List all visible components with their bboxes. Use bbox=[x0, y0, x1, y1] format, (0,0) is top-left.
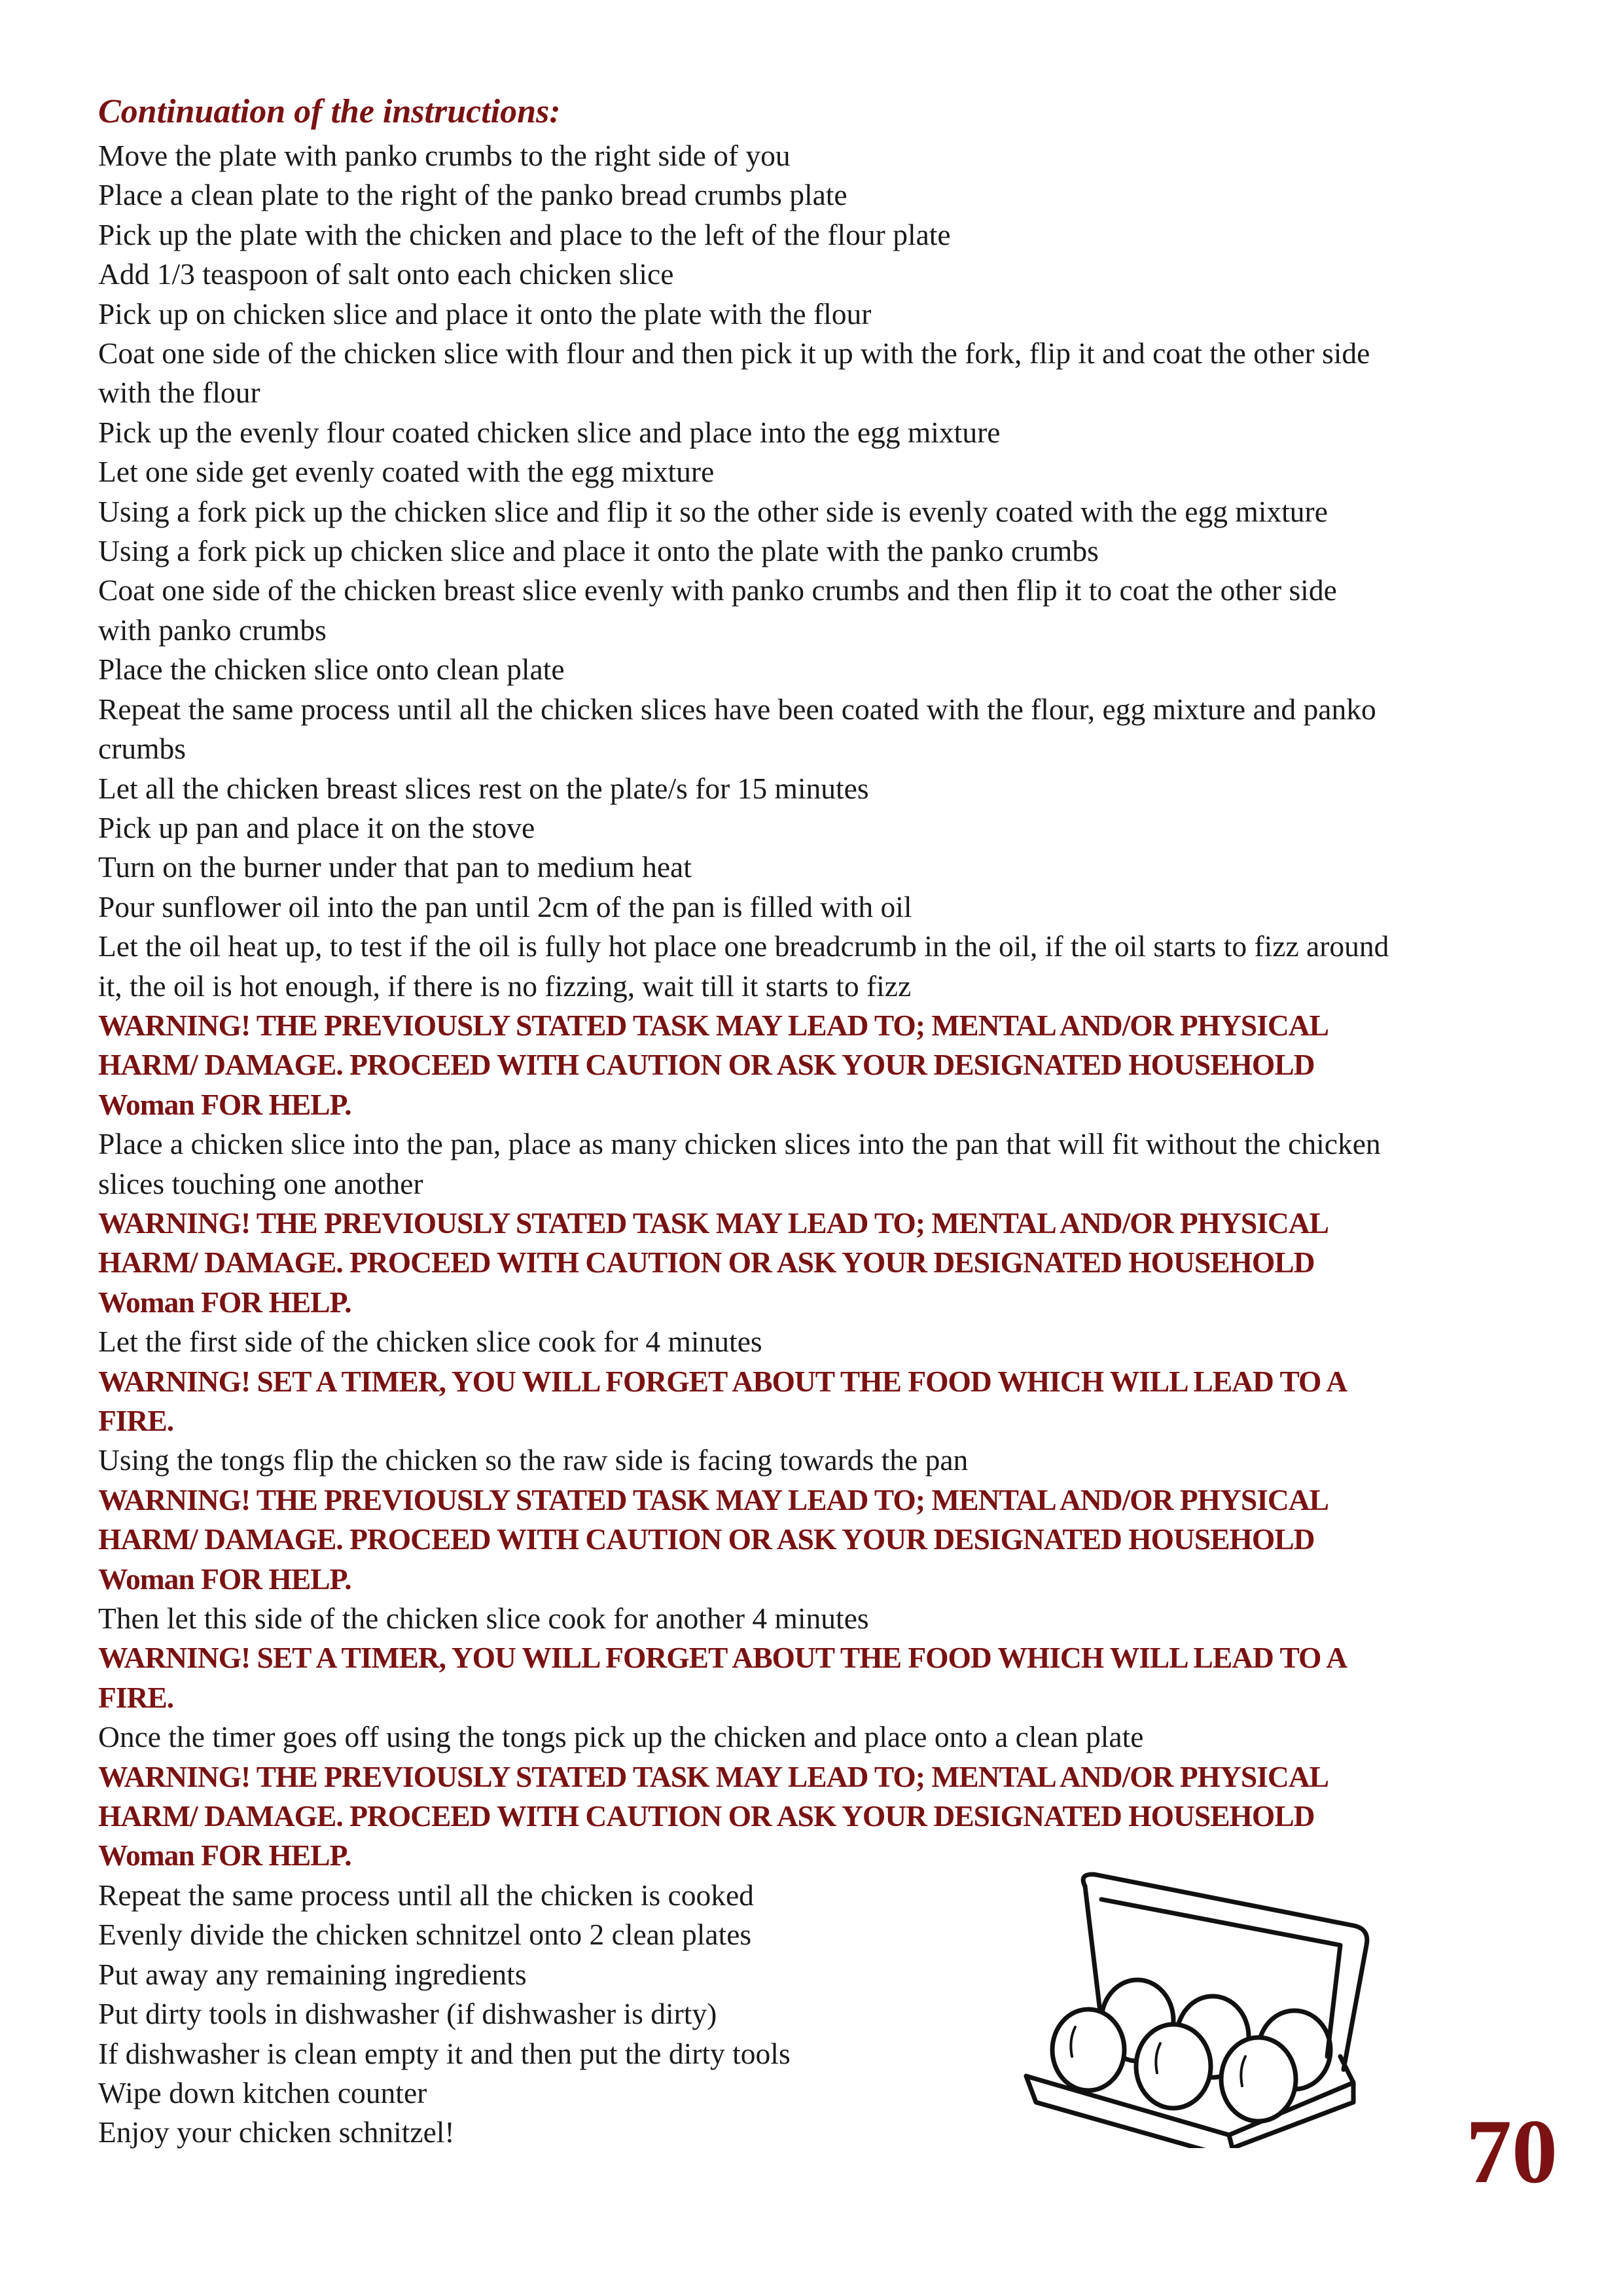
instruction-line: Evenly divide the chicken schnitzel onto 2 clean plates bbox=[98, 1918, 752, 1952]
instruction-line: Pick up pan and place it on the stove bbox=[98, 810, 535, 844]
instruction-line: Place a clean plate to the right of the panko bread crumbs plate bbox=[98, 178, 847, 212]
instruction-line: crumbs bbox=[98, 732, 186, 766]
instruction-line: Let the first side of the chicken slice cook for 4 minutes bbox=[98, 1325, 762, 1359]
warning-line: FIRE. bbox=[98, 1404, 174, 1437]
warning-line: WARNING! THE PREVIOUSLY STATED TASK MAY LEAD TO; MENTAL AND/OR PHYSICAL bbox=[98, 1482, 1329, 1516]
instruction-line: Let all the chicken breast slices rest on the plate/s for 15 minutes bbox=[98, 771, 869, 805]
warning-line: HARM/ DAMAGE. PROCEED WITH CAUTION OR ASK YOUR DESIGNATED HOUSEHOLD bbox=[98, 1799, 1315, 1833]
instruction-line: Using a fork pick up chicken slice and place it onto the plate with the panko crumbs bbox=[98, 534, 1099, 568]
egg-carton-icon bbox=[1013, 1860, 1380, 2148]
instruction-line: Pick up the plate with the chicken and place to the left of the flour plate bbox=[98, 217, 951, 251]
warning-line: WARNING! THE PREVIOUSLY STATED TASK MAY LEAD TO; MENTAL AND/OR PHYSICAL bbox=[98, 1759, 1329, 1793]
instruction-line: Put away any remaining ingredients bbox=[98, 1957, 527, 1991]
warning-line: Woman FOR HELP. bbox=[98, 1562, 351, 1596]
instruction-line: Repeat the same process until all the chicken slices have been coated with the flour, egg mixture and panko bbox=[98, 692, 1376, 726]
instruction-line: Wipe down kitchen counter bbox=[98, 2075, 427, 2109]
instruction-line: Move the plate with panko crumbs to the right side of you bbox=[98, 139, 791, 172]
instruction-line: Let one side get evenly coated with the egg mixture bbox=[98, 455, 715, 489]
warning-line: HARM/ DAMAGE. PROCEED WITH CAUTION OR ASK YOUR DESIGNATED HOUSEHOLD bbox=[98, 1246, 1315, 1280]
warning-line: WARNING! THE PREVIOUSLY STATED TASK MAY LEAD TO; MENTAL AND/OR PHYSICAL bbox=[98, 1008, 1329, 1042]
instruction-line: Once the timer goes off using the tongs pick up the chicken and place onto a clean plate bbox=[98, 1720, 1144, 1754]
instruction-line: Coat one side of the chicken breast slice evenly with panko crumbs and then flip it to coat the other side bbox=[98, 573, 1337, 607]
warning-line: Woman FOR HELP. bbox=[98, 1087, 351, 1121]
instruction-line: Pour sunflower oil into the pan until 2cm of the pan is filled with oil bbox=[98, 889, 912, 924]
instruction-line: Pick up the evenly flour coated chicken slice and place into the egg mixture bbox=[98, 415, 1001, 449]
section-heading: Continuation of the instructions: bbox=[98, 93, 561, 130]
warning-line: WARNING! SET A TIMER, YOU WILL FORGET ABOUT THE FOOD WHICH WILL LEAD TO A bbox=[98, 1364, 1347, 1398]
warning-line: HARM/ DAMAGE. PROCEED WITH CAUTION OR ASK YOUR DESIGNATED HOUSEHOLD bbox=[98, 1048, 1315, 1082]
warning-line: WARNING! SET A TIMER, YOU WILL FORGET ABOUT THE FOOD WHICH WILL LEAD TO A bbox=[98, 1641, 1347, 1675]
warning-line: HARM/ DAMAGE. PROCEED WITH CAUTION OR ASK YOUR DESIGNATED HOUSEHOLD bbox=[98, 1522, 1315, 1556]
instruction-line: If dishwasher is clean empty it and then put the dirty tools bbox=[98, 2036, 791, 2070]
instruction-line: Then let this side of the chicken slice cook for another 4 minutes bbox=[98, 1602, 869, 1636]
instruction-line: with the flour bbox=[98, 376, 260, 410]
instruction-line: with panko crumbs bbox=[98, 613, 327, 647]
instruction-line: Pick up on chicken slice and place it onto the plate with the flour bbox=[98, 296, 872, 331]
instruction-line: Repeat the same process until all the chicken is cooked bbox=[98, 1878, 754, 1912]
instruction-line: Coat one side of the chicken slice with flour and then pick it up with the fork, flip it and coat the other side bbox=[98, 336, 1370, 370]
instruction-line: Place the chicken slice onto clean plate bbox=[98, 653, 565, 687]
warning-line: FIRE. bbox=[98, 1680, 174, 1714]
warning-line: WARNING! THE PREVIOUSLY STATED TASK MAY LEAD TO; MENTAL AND/OR PHYSICAL bbox=[98, 1206, 1329, 1240]
instruction-list bbox=[98, 136, 1531, 2153]
warning-line: Woman FOR HELP. bbox=[98, 1839, 351, 1873]
instruction-line: Add 1/3 teaspoon of salt onto each chicken slice bbox=[98, 257, 674, 291]
instruction-line: it, the oil is hot enough, if there is no fizzing, wait till it starts to fizz bbox=[98, 969, 912, 1003]
page-number: 70 bbox=[1466, 2101, 1558, 2202]
warning-line: Woman FOR HELP. bbox=[98, 1285, 351, 1319]
instruction-line: Place a chicken slice into the pan, place as many chicken slices into the pan that will fit without the chicken bbox=[98, 1127, 1381, 1161]
instruction-line: Enjoy your chicken schnitzel! bbox=[98, 2115, 455, 2149]
instruction-line: slices touching one another bbox=[98, 1166, 423, 1200]
instruction-line: Turn on the burner under that pan to medium heat bbox=[98, 850, 692, 884]
instruction-line: Using a fork pick up the chicken slice and flip it so the other side is evenly coated with the egg mixture bbox=[98, 494, 1328, 528]
instruction-line: Let the oil heat up, to test if the oil is fully hot place one breadcrumb in the oil, if the oil starts to fizz around bbox=[98, 929, 1389, 963]
instruction-line: Using the tongs flip the chicken so the raw side is facing towards the pan bbox=[98, 1443, 969, 1477]
instruction-line: Put dirty tools in dishwasher (if dishwasher is dirty) bbox=[98, 1997, 717, 2031]
